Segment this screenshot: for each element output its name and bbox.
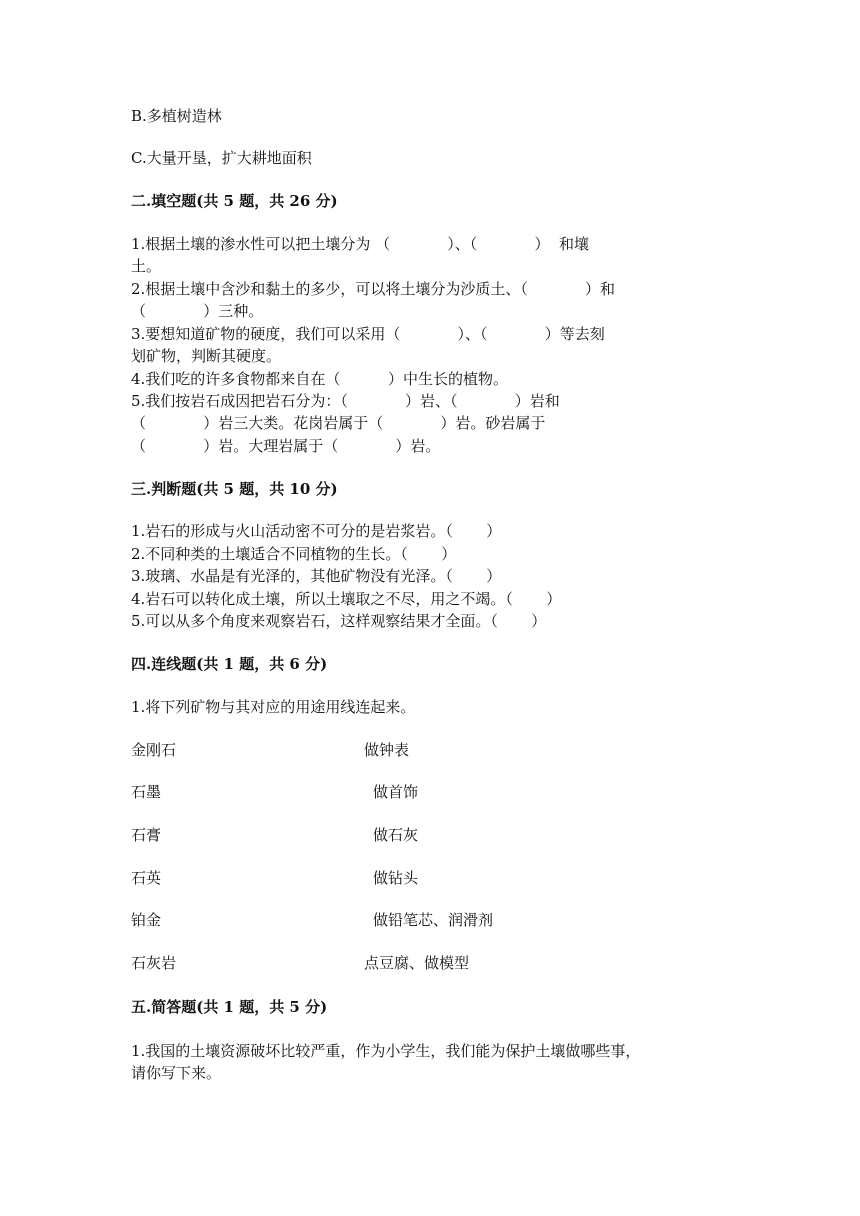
option-c: C.大量开垦，扩大耕地面积	[131, 149, 312, 167]
question-line: 5.可以从多个角度来观察岩石，这样观察结果才全面。（ ）	[131, 612, 547, 630]
section-heading-matching: 四.连线题(共 1 题，共 6 分)	[131, 655, 328, 673]
question-line: 1.根据土壤的渗水性可以把土壤分为 （ ）、（ ） 和壤	[131, 235, 590, 253]
question-line: 土。	[131, 257, 162, 275]
matching-right-item: 点豆腐、做模型	[364, 954, 470, 972]
matching-left-item: 铂金	[131, 911, 162, 929]
question-line: 4.岩石可以转化成土壤，所以土壤取之不尽，用之不竭。（ ）	[131, 590, 562, 608]
matching-left-item: 金刚石	[131, 741, 177, 759]
matching-right-item: 做首饰	[373, 783, 419, 801]
matching-right-item: 做铅笔芯、润滑剂	[373, 911, 494, 929]
question-line: 5.我们按岩石成因把岩石分为：（ ）岩、（ ）岩和	[131, 392, 560, 410]
section-heading-true-false: 三.判断题(共 5 题，共 10 分)	[131, 480, 338, 498]
question-line: 2.不同种类的土壤适合不同植物的生长。（ ）	[131, 545, 457, 563]
matching-left-item: 石英	[131, 869, 162, 887]
question-line: 4.我们吃的许多食物都来自在（ ）中生长的植物。	[131, 370, 508, 388]
matching-left-item: 石墨	[131, 783, 162, 801]
question-line: 请你写下来。	[131, 1064, 222, 1082]
matching-left-item: 石膏	[131, 826, 162, 844]
matching-right-item: 做石灰	[373, 826, 419, 844]
section-heading-short-answer: 五.简答题(共 1 题，共 5 分)	[131, 998, 328, 1016]
question-line: 3.玻璃、水晶是有光泽的，其他矿物没有光泽。（ ）	[131, 567, 502, 585]
matching-left-item: 石灰岩	[131, 954, 177, 972]
matching-instruction: 1.将下列矿物与其对应的用途用线连起来。	[131, 698, 416, 716]
question-line: （ ）三种。	[131, 302, 264, 320]
question-line: 3.要想知道矿物的硬度，我们可以采用（ ）、（ ）等去刻	[131, 325, 605, 343]
question-line: （ ）岩。大理岩属于（ ）岩。	[131, 437, 441, 455]
matching-right-item: 做钻头	[373, 869, 419, 887]
question-line: 1.我国的土壤资源破坏比较严重，作为小学生，我们能为保护土壤做哪些事，	[131, 1042, 641, 1060]
section-heading-fill-blank: 二.填空题(共 5 题，共 26 分)	[131, 192, 338, 210]
question-line: 1.岩石的形成与火山活动密不可分的是岩浆岩。（ ）	[131, 522, 502, 540]
option-b: B.多植树造林	[131, 107, 222, 125]
matching-right-item: 做钟表	[364, 741, 410, 759]
question-line: 划矿物，判断其硬度。	[131, 347, 282, 365]
question-line: 2.根据土壤中含沙和黏土的多少，可以将土壤分为沙质土、（ ）和	[131, 280, 616, 298]
question-line: （ ）岩三大类。花岗岩属于（ ）岩。砂岩属于	[131, 414, 546, 432]
